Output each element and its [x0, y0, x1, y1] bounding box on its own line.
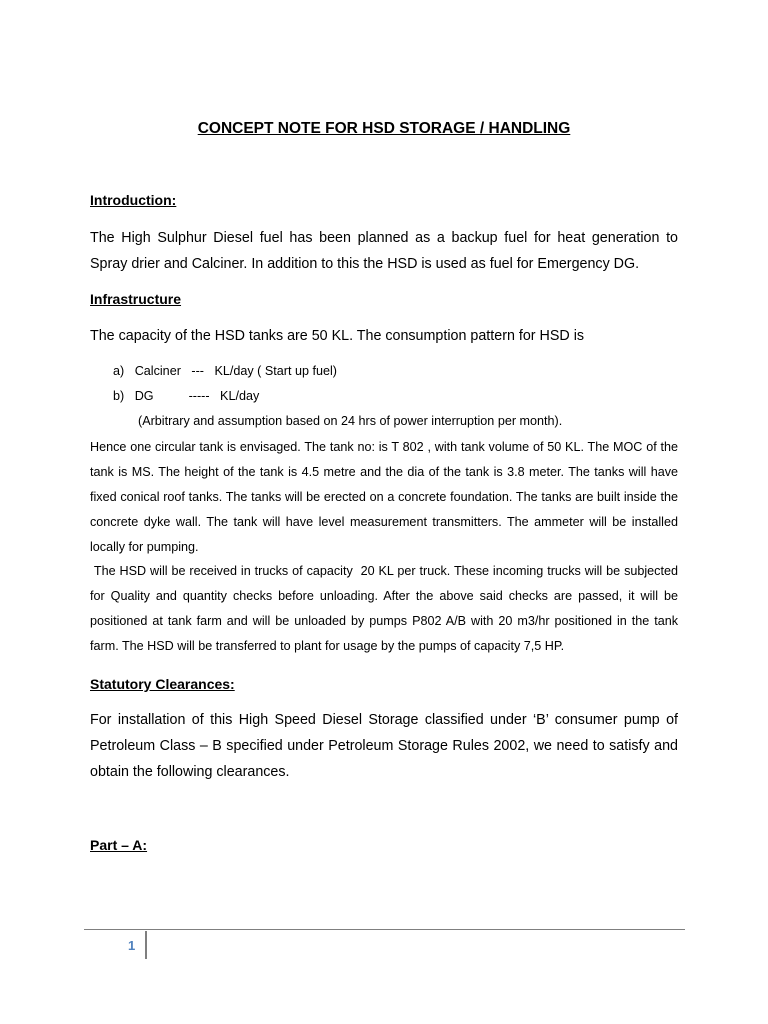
tank-description-paragraph: Hence one circular tank is envisaged. The tank no: is T 802 , with tank volume of 50 KL. The MOC of the tank is MS. The height of the tank is 4.5 metre and the dia of the tank is 3.8 meter. The tanks will have fixed conical roof tanks. The tanks will be erected on a concrete foundation. The tanks are built inside the concrete dyke wall. The tank will have level measurement transmitters. The ammeter will be installed locally for pumping. — [90, 440, 678, 554]
consumption-item-dg: b) DG ----- KL/day — [113, 389, 260, 403]
assumption-note: (Arbitrary and assumption based on 24 hrs of power interruption per month). — [138, 414, 563, 428]
truck-unloading-paragraph: The HSD will be received in trucks of capacity 20 KL per truck. These incoming trucks will be subjected for Quality and quantity checks before unloading. After the above said checks are passed, it will be positioned at tank farm and will be unloaded by pumps P802 A/B with 20 m3/hr positioned in the tank farm. The HSD will be transferred to plant for usage by the pumps of capacity 7,5 HP. — [90, 564, 682, 653]
introduction-heading: Introduction: — [90, 192, 177, 208]
statutory-clearances-paragraph: For installation of this High Speed Diesel Storage classified under ‘B’ consumer pump of Petroleum Class – B specified under Petroleum Storage Rules 2002, we need to satisfy and obtain the following clearances. — [90, 712, 678, 780]
capacity-paragraph: The capacity of the HSD tanks are 50 KL. The consumption pattern for HSD is — [90, 328, 585, 344]
footer-divider — [84, 929, 685, 930]
introduction-paragraph: The High Sulphur Diesel fuel has been planned as a backup fuel for heat generation to Spray drier and Calciner. In addition to this the HSD is used as fuel for Emergency DG. — [90, 230, 678, 272]
page-number: 1 — [128, 938, 136, 953]
footer-vertical-bar — [145, 931, 147, 959]
part-a-heading: Part – A: — [90, 837, 148, 853]
document-title: CONCEPT NOTE FOR HSD STORAGE / HANDLING — [197, 120, 571, 137]
consumption-item-calciner: a) Calciner --- KL/day ( Start up fuel) — [113, 364, 337, 378]
statutory-clearances-heading: Statutory Clearances: — [90, 676, 235, 692]
infrastructure-heading: Infrastructure — [90, 291, 182, 307]
